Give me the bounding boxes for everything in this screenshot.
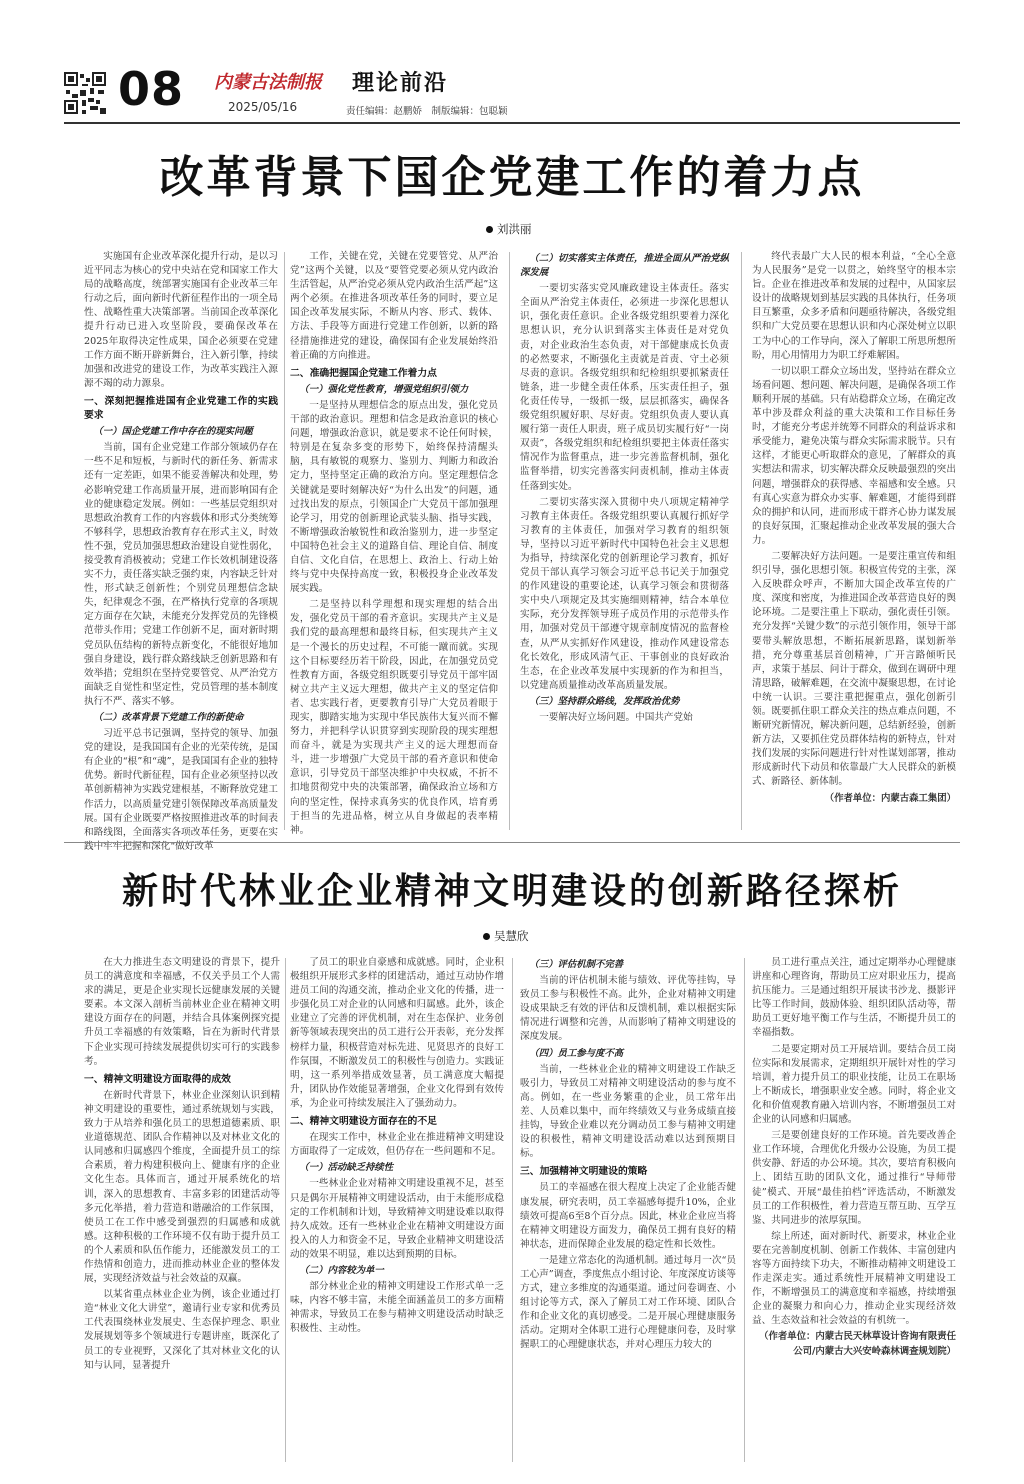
article2-title: 新时代林业企业精神文明建设的创新路径探析 — [121, 870, 902, 912]
subsection-heading: （二）内容较为单一 — [299, 1264, 384, 1276]
column-divider — [741, 252, 742, 830]
editor-credits: 责任编辑：赵鹏娇 制版编辑：包聪颖 — [346, 106, 508, 117]
paragraph: 一要解决好立场问题。中国共产党始 — [539, 712, 693, 723]
paragraph: 习近平总书记强调，坚持党的领导、加强党的建设，是我国国有企业的光荣传统，是国有企业的“根”和“魂”，是我国国有企业的独特优势。新时代新征程，国有企业必须坚持以改革创新精神为实践党建根基，不断释放党建工作活力，以高质量党建引领保障改革高质量发展。国有企业既要严格按照推进改革的时间表和路线图，全面落实各项改革任务，更要在实践中牢牢把握和深化“做好改革 — [84, 728, 278, 852]
article2-byline — [483, 928, 529, 944]
issue-date: 2025/05/16 — [228, 100, 298, 114]
article1-column-2 — [290, 250, 498, 834]
paragraph: 一些林业企业对精神文明建设重视不足，甚至只是偶尔开展精神文明建设活动，由于未能形成稳定的工作机制和计划，导致精神文明建设难以取得持久成效。还有一些林业企业在精神文明建设方面投入的人力和资金不足，导致企业精神文明建设活动的效果不明显，难以达到预期的目标。 — [290, 1178, 504, 1260]
article2-column-4 — [752, 956, 956, 1468]
paragraph: 员工进行重点关注，通过定期举办心理健康讲座和心理咨询，帮助员工应对职业压力，提高抗压能力。三是通过组织开展读书沙龙、摄影评比等工作时间，鼓励体验、组织团队活动等，帮助员工更好地平衡工作与生活，不断提升员工的幸福指数。 — [752, 957, 956, 1039]
paragraph: 二要切实落实深入贯彻中央八项规定精神学习教育主体责任。各级党组织要认真履行抓好学习教育的主体责任，加强对学习教育的组织领导，坚持以习近平新时代中国特色社会主义思想为指导，持续深化党的创新理论学习教育，抓好党员干部认真学习领会习近平总书记关于加强党的作风建设的重要论述，认真学习领会和贯彻落实中央八项规定及其实施细则精神，结合本单位实际，充分发挥领导班子成员作用的示范带头作用，加强对党员干部遵守规章制度情况的监督检查，从严从实抓好作风建设，推动作风建设常态化长效化，形成风清气正、干事创业的良好政治生态，在企业改革发展中实现新的作为和担当，以党建高质量推动改革高质量发展。 — [520, 496, 729, 691]
column-divider — [284, 252, 285, 830]
subsection-heading: （二）切实落实主体责任，推进全面从严治党纵深发展 — [520, 253, 729, 279]
subsection-heading: （一）活动缺乏持续性 — [299, 1162, 394, 1174]
author-affiliation: （作者单位：内蒙古民天林草设计咨询有限责任公司/内蒙古大兴安岭森林调查规划院） — [759, 1331, 956, 1357]
paragraph: 当前的评估机制未能与绩效、评优等挂钩，导致员工参与积极性不高。此外，企业对精神文明建设成果缺乏有效的评估和反馈机制，难以根据实际情况进行调整和完善，从而影响了精神文明建设的深度发展。 — [520, 975, 736, 1043]
section-heading: 二、准确把握国企党建工作着力点 — [290, 367, 437, 379]
paragraph: 二是要定期对员工开展培训。要结合员工岗位实际和发展需求，定期组织开展针对性的学习培训，着力提升员工的职业技能，让员工在职场上不断成长，增强职业安全感。同时，将企业文化和价值观教育融入培训内容，不断增强员工对企业的认同感和归属感。 — [752, 1043, 956, 1126]
newspaper-logo: 内蒙古法制报 — [214, 72, 322, 93]
article2-column-1 — [84, 956, 280, 1468]
paragraph: 一是坚持从理想信念的原点出发，强化党员干部的政治意识。理想和信念是政治意识的核心问题，增强政治意识，就是要求不论任何时候，特别是在复杂多变的形势下，始终保持清醒头脑，具有敏锐的观察力、鉴别力、判断力和政治定力，坚持坚定正确的政治方向。坚定理想信念关键就是要时刻解决好“为什么出发”的问题，通过找出发的原点，引领国企广大党员干部加强理论学习，用党的创新理论武装头脑、指导实践，不断增强政治敏锐性和政治鉴别力，进一步坚定中国特色社会主义的道路自信、理论自信、制度自信、文化自信，在思想上、政治上、行动上始终与党中央保持高度一致，积极投身企业改革发展实践。 — [290, 399, 498, 595]
paragraph: 当前，一些林业企业的精神文明建设工作缺乏吸引力，导致员工对精神文明建设活动的参与度不高。例如，在一些业务繁重的企业，员工常年出差、人员难以集中，而年终绩效又与业务成绩直接挂钩，导致企业难以充分调动员工参与精神文明建设的积极性，精神文明建设活动难以达到预期目标。 — [520, 1063, 736, 1160]
paragraph: 当前，国有企业党建工作部分领域仍存在一些不足和短板，与新时代的新任务、新需求还有一定差距，如果不能妥善解决和处理，势必影响党建工作高质量开展，进而影响国有企业的健康稳定发展。例如：一些基层党组织对思想政治教育工作的内容载体和形式分类统筹不够科学，思想政治教育存在形式主义，时效性不强，党员加强思想政治建设自觉性弱化，接受教育消极被动；党建工作长效机制建设落实不力，责任落实缺乏强约束，内容缺乏针对性，形式缺乏创新性；个别党员理想信念缺失，纪律观念不强，在严格执行党章的各项规定方面存在欠缺，未能充分发挥党员的先锋模范带头作用；党建工作创新不足，面对新时期党员队伍结构的新特点新变化，不能很好地加强自身建设，践行群众路线缺乏创新思路和有效举措；党组织在坚持党要管党、从严治党方面缺乏自觉性和坚定性，党员管理的基本制度执行不严、落实不够。 — [84, 442, 278, 707]
bullet-icon — [483, 933, 490, 940]
article2-author: 吴慧欣 — [494, 929, 529, 943]
subsection-heading: （一）强化党性教育，增强党组织引领力 — [299, 383, 469, 395]
paragraph: 在新时代背景下，林业企业深刻认识到精神文明建设的重要性，通过系统规划与实践，致力于从培养和强化员工的思想道德素质、职业道德规范、团队合作精神以及对林业文化的认同感和归属感四个维度，全面提升员工的综合素质，着力构建积极向上、健康有序的企业文化生态。具体而言，通过开展系统化的培训，深入的思想教育、丰富多彩的团建活动等多元化举措，着力营造和谐融洽的工作氛围，使员工在工作中感受到强烈的归属感和成就感。这种积极的工作环境不仅有助于提升员工的个人素质和队伍作能力，还能激发员工的工作热情和创造力，进而推动林业企业的整体发展，实现经济效益与社会效益的双赢。 — [84, 1089, 280, 1285]
paragraph: 终代表最广大人民的根本利益，“全心全意为人民服务”是党一以贯之，始终坚守的根本宗旨。企业在推进改革和发展的过程中，从国家层设计的战略规划到基层实践的具体执行，任务项目互繁重，众多矛盾和问题亟待解决，各级党组织和广大党员要在思想认识和内心深处树立以职工为中心的工作导向，深入了解职工所思所想所盼，用心用情用力为职工纾难解困。 — [752, 251, 956, 361]
paragraph: 三是要创建良好的工作环境。首先要改善企业工作环境，合理优化升级办公设施，为员工提供安静、舒适的办公环境。其次，要培育积极向上、团结互助的团队文化，通过推行“导师带徒”模式、开展“最佳拍档”评选活动，不断激发员工的工作积极性，着力营造互帮互助、互学互鉴、共同进步的浓厚氛围。 — [752, 1130, 956, 1226]
paragraph: 在大力推进生态文明建设的背景下，提升员工的满意度和幸福感，不仅关乎员工个人需求的满足，更是企业实现长远健康发展的关键要素。本文深入剖析当前林业企业在精神文明建设方面存在的问题，并结合具体案例探究提升员工幸福感的有效策略，旨在为新时代背景下企业实现可持续发展提供切实可行的实践参考。 — [84, 957, 280, 1067]
author-affiliation: （作者单位：内蒙古森工集团） — [824, 792, 956, 804]
paragraph: 实施国有企业改革深化提升行动，是以习近平同志为核心的党中央站在党和国家工作大局的战略高度，统部署实施国有企业改革三年行动之后，面向新时代新征程作出的一项全局性、战略性重大决策部署。当前国企改革深化提升行动已进入攻坚阶段，要确保改革在2025年取得决定性成果，国企必须要在党建工作方面不断开辟新舞台，注入新引擎，持续加强和改进党的建设工作，为改革实践注入源源不竭的动力源泉。 — [84, 251, 278, 389]
paragraph: 了员工的职业自豪感和成就感。同时，企业积极组织开展形式多样的团建活动，通过互动协作增进员工间的沟通交流，推动企业文化的传播，进一步强化员工对企业的认同感和归属感。此外，该企业建立了完善的评优机制，对在生态保护、业务创新等领域表现突出的员工进行公开表彰，充分发挥榜样力量，积极营造对标先进、见贤思齐的良好工作氛围，不断激发员工的积极性与创造力。实践证明，这一系列举措成效显著，员工满意度大幅提升，团队协作效能显著增强，企业文化得到有效传承，为企业可持续发展注入了强劲动力。 — [290, 957, 504, 1109]
subsection-heading: （四）员工参与度不高 — [529, 1047, 624, 1059]
column-divider — [744, 958, 745, 1462]
paragraph: 工作，关键在党，关键在党要管党、从严治党”这两个关键，以及“要管党要必须从党内政治生活管起，从严治党必须从党内政治生活严起”这两个必须。在推进各项改革任务的同时，要立足国企改革发展实际，不断从内容、形式、载体、方法、手段等方面进行党建工作创新，以新的路径措施推进党的建设，确保国有企业发展始终沿着正确的方向推进。 — [290, 251, 498, 361]
section-heading: 一、深刻把握推进国有企业党建工作的实践要求 — [84, 395, 278, 422]
bullet-icon — [486, 226, 493, 233]
column-divider — [512, 958, 513, 1462]
paragraph: 以某省重点林业企业为例，该企业通过打造“林业文化大讲堂”，邀请行业专家和优秀员工代表围绕林业发展史、生态保护理念、职业发展规划等多个领域进行专题讲座，既深化了员工的专业视野，又深化了其对林业文化的认知与认同，显著提升 — [84, 1289, 280, 1371]
article-divider — [64, 842, 960, 843]
page-number: 08 — [118, 62, 185, 116]
subsection-heading: （三）评估机制不完善 — [529, 959, 624, 970]
article1-column-1 — [84, 250, 278, 852]
article2-column-3 — [520, 956, 736, 1468]
subsection-heading: （一）国企党建工作中存在的现实问题 — [93, 426, 253, 438]
paragraph: 二要解决好方法问题。一是要注重宣传和组织引导，强化思想引领。积极宣传党的主张，深入反映群众呼声，不断加大国企改革宣传的广度、深度和密度，为推进国企改革营造良好的舆论环境。二是要注重上下联动，强化责任引领。充分发挥“关键少数”的示范引领作用，领导干部要带头解放思想，不断拓展新思路，谋划新举措，充分尊重基层首创精神，广开言路倾听民声，求策于基层、问计于群众，做到在调研中理清思路，破解难题，在交流中凝聚思想，在讨论中统一认识。三要注重把握重点，强化创新引领。既要抓住职工群众关注的热点难点问题，不断研究新情况，解决新问题，总结新经验，创新新方法，又要抓住党员群体结构的新特点，针对找们发展的实际问题进行针对性谋划部署，推动形成新时代下动员和依靠最广大人民群众的新模式、新路径、新体制。 — [752, 550, 956, 788]
section-heading: 三、加强精神文明建设的策略 — [520, 1166, 648, 1178]
article1-author: 刘洪丽 — [497, 222, 532, 236]
section-title: 理论前沿 — [352, 70, 449, 96]
paragraph: 员工的幸福感在很大程度上决定了企业能否健康发展，研究表明，员工幸福感每提升10%，企业绩效可提高6至8个百分点。因此，林业企业应当将在精神文明建设方面发力，确保员工拥有良好的精神状态，进而保障企业发展的稳定性和长效性。 — [520, 1182, 736, 1250]
paragraph: 二是坚持以科学理想和现实理想的结合出发，强化党员干部的看齐意识。实现共产主义是我们党的最高理想和最终目标，但实现共产主义是一个漫长的历史过程，不可能一蹴而就。实现这个目标要经历若干阶段，因此，在加强党员党性教育方面，各级党组织既要引导党员干部牢固树立共产主义远大理想，做共产主义的坚定信仰者、忠实践行者，更要教育引导广大党员着眼于现实，脚踏实地为实现中华民族伟大复兴而不懈努力，并把科学认识贯穿到实现阶段的现实理想而奋斗，就是为实现共产主义的远大理想而奋斗，进一步增强广大党员干部的看齐意识和使命意识，引导党员干部坚决维护中央权威，不折不扣地贯彻党中央的决策部署，确保政治立场和方向的坚定性，保持求真务实的优良作风，培育勇于担当的先进品格，树立从自身做起的表率精神。 — [290, 599, 498, 836]
section-heading: 二、精神文明建设方面存在的不足 — [290, 1116, 437, 1128]
article2-column-2 — [290, 956, 504, 1468]
paragraph: 综上所述，面对新时代、新要求，林业企业要在完善制度机制、创新工作载体、丰富创建内容等方面持续下功夫，不断推动精神文明建设工作走深走实。通过系统性开展精神文明建设工作，不断增强员工的满意度和幸福感，持续增强企业的凝聚力和向心力，推动企业实现经济效益、生态效益和社会效益的有机统一。 — [752, 1230, 956, 1327]
subsection-heading: （三）坚持群众路线，发挥政治优势 — [529, 695, 680, 707]
qr-code-icon — [64, 72, 106, 114]
article1-column-4 — [752, 250, 956, 834]
paragraph: 一是建立常态化的沟通机制。通过每月一次“员工心声”调查，季度焦点小组讨论、年度深度访谈等方式，建立多维度的沟通渠道。通过问卷调查、小组讨论等方式，深入了解员工对工作环境、团队合作和企业文化的真切感受。二是开展心理健康服务活动。定期对全体职工进行心理健康问卷，及时掌握职工的心理健康状态，并对心理压力较大的 — [520, 1254, 736, 1351]
paragraph: 部分林业企业的精神文明建设工作形式单一乏味，内容不够丰富，未能全面涵盖员工的多方面精神需求，导致员工在参与精神文明建设活动时缺乏积极性、主动性。 — [290, 1281, 504, 1335]
subsection-heading: （二）改革背景下党建工作的新使命 — [93, 712, 244, 723]
column-divider — [509, 252, 510, 830]
section-heading: 一、精神文明建设方面取得的成效 — [84, 1073, 231, 1085]
paragraph: 一切以职工群众立场出发，坚持站在群众立场看问题、想问题、解决问题，是确保各项工作顺利开展的基础。只有站稳群众立场，在确定改革中涉及群众利益的重大决策和工作目标任务时，才能充分考虑并统筹不同群众的利益诉求和承受能力，避免决策与群众实际需求脱节。只有这样，才能更心听取群众的意见，了解群众的真实想法和需求，切实解决群众反映最强烈的突出问题，增强群众的获得感、幸福感和安全感。只有真心实意为群众办实事、解难题，才能得到群众的拥护和认同，进而形成干群齐心协力谋发展的良好氛围，汇聚起推动企业改革发展的强大合力。 — [752, 365, 956, 546]
article1-byline — [486, 221, 532, 237]
masthead-rule — [64, 122, 960, 124]
paragraph: 一要切实落实党风廉政建设主体责任。落实全面从严治党主体责任，必须进一步深化思想认识，强化责任意识。企业各级党组织要着力深化思想认识，充分认识到落实主体责任是对党负责，对企业政治生态负责，对干部健康成长负责的必然要求，不断强化主责就是首责、守土必须尽责的意识。各级党组织和纪检组织要抓紧责任链条，进一步健全责任体系，压实责任担子，强化责任传导，一级抓一级，层层抓落实，确保各级党组织履好职、尽好责。党组织负责人要认真履行第一责任人职责，班子成员切实履行好“一岗双责”，各级党组织和纪检组织要把主体责任落实情况作为监督重点，进一步完善监督机制，强化监督举措，切实完善落实问责机制，推动主体责任落到实处。 — [520, 283, 729, 492]
article1-title: 改革背景下国企党建工作的着力点 — [159, 152, 865, 203]
paragraph: 在现实工作中，林业企业在推进精神文明建设方面取得了一定成效，但仍存在一些问题和不足。 — [290, 1132, 504, 1158]
article1-column-3 — [520, 250, 729, 834]
masthead — [0, 0, 1024, 140]
column-divider — [285, 958, 286, 1462]
